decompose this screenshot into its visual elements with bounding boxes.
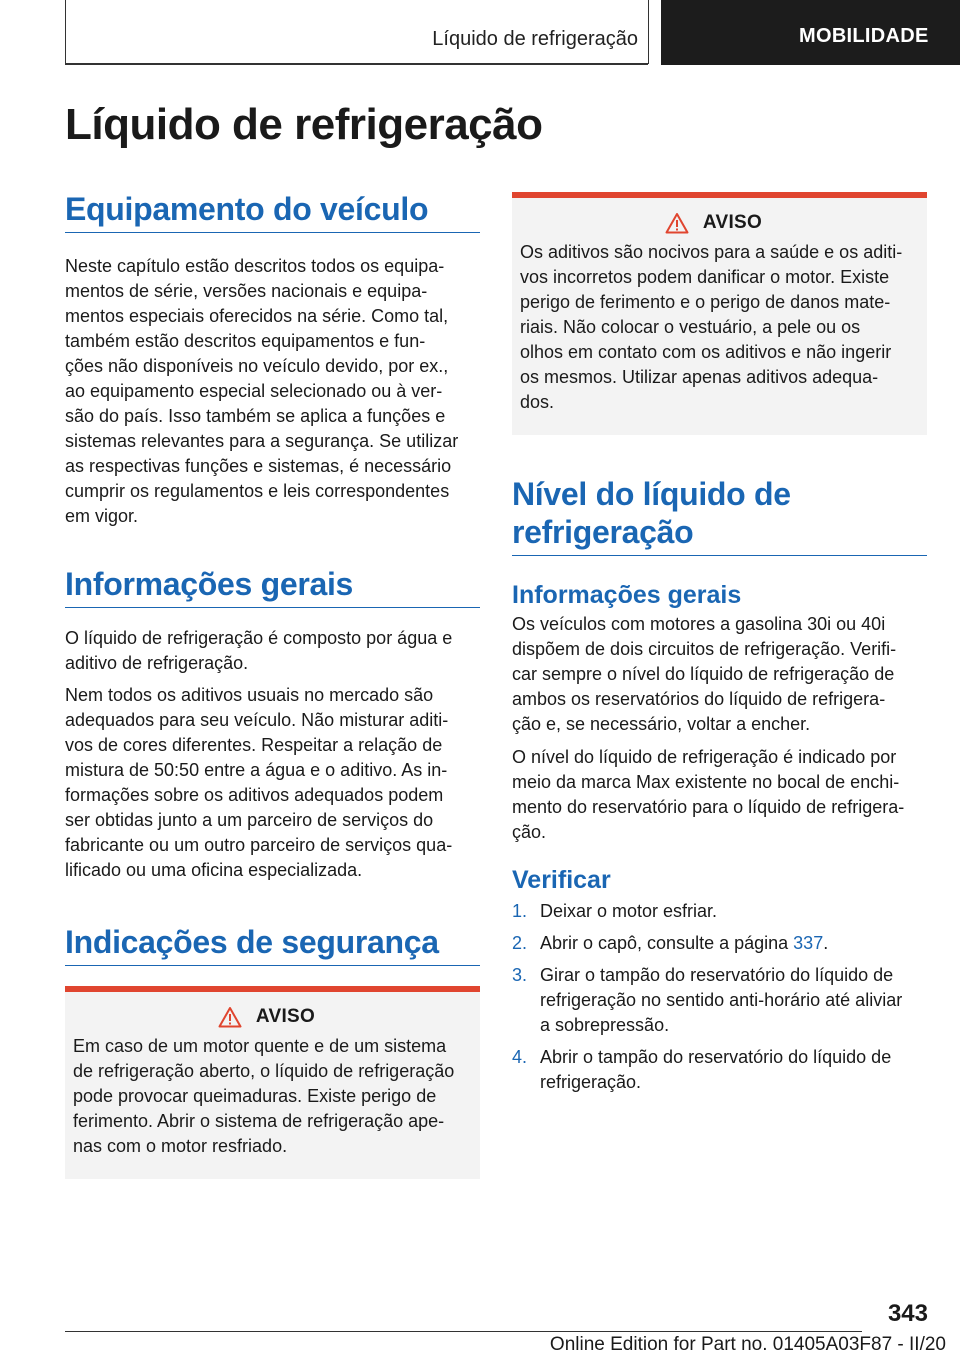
nivel-paragraph-2: O nível do líquido de refrigeração é indicado por meio da marca Max existente no bocal de enchi‐ mento do reservatório para o líquido de refrigera‐ ção.	[512, 747, 905, 842]
nivel-paragraph-1: Os veículos com motores a gasolina 30i ou 40i dispõem de dois circuitos de refrigeração. Verifi‐ car sempre o nível do líquido de refrigeração de ambos os reservatórios do líquido de refrigera‐ ção e, se necessário, voltar a encher.	[512, 614, 897, 734]
step-text: Abrir o capô, consulte a página 337.	[540, 933, 829, 953]
warning-triangle-icon	[218, 1006, 242, 1028]
header-bottom-rule	[65, 63, 648, 65]
page-number: 343	[887, 1300, 928, 1327]
warning-triangle-icon	[665, 212, 689, 234]
page-title: Líquido de refrigeração	[65, 100, 543, 149]
informacoes-paragraph-1: O líquido de refrigeração é composto por água e aditivo de refrigeração.	[65, 628, 453, 673]
subheading-informacoes-gerais: Informações gerais	[512, 581, 742, 609]
step-text: Girar o tampão do reservatório do líquido de refrigeração no sentido anti-horário até aliviar a sobrepressão.	[540, 965, 903, 1035]
step-text: Deixar o motor esfriar.	[540, 901, 718, 921]
step-number: 2.	[512, 933, 528, 953]
warning-text: Os aditivos são nocivos para a saúde e os aditi‐ vos incorretos podem danificar o motor. Existe perigo de ferimento e o perigo de danos mate‐ riais. Não colocar o vestuário, a pele ou os olhos em contato com os aditivos e não ingerir os mesmos. Utilizar apenas aditivos adequa‐ dos.	[520, 242, 903, 412]
warning-text: Em caso de um motor quente e de um sistema de refrigeração aberto, o líquido de refrigeração pode provocar queimaduras. Existe perigo de ferimento. Abrir o sistema de refrigeração ape‐ nas com o motor resfriado.	[73, 1036, 455, 1156]
header-divider	[648, 0, 649, 64]
heading-nivel-liquido: Nível do líquido de refrigeração	[512, 475, 927, 556]
step-item	[512, 899, 927, 924]
warning-label: AVISO	[255, 1006, 316, 1027]
warning-box-left	[65, 986, 480, 1179]
footer-edition: Online Edition for Part no. 01405A03F87 - II/20	[549, 1334, 946, 1355]
step-item	[512, 963, 927, 1038]
verificar-steps	[512, 899, 927, 1095]
step-item	[512, 931, 927, 956]
step-text: Abrir o tampão do reservatório do líquido de refrigeração.	[540, 1047, 892, 1092]
equipamento-paragraph: Neste capítulo estão descritos todos os equipa‐ mentos de série, versões nacionais e equipa‐ mentos especiais oferecidos na série. Como tal, também estão descritos equipamentos e fun‐ ções não disponíveis no veículo devido, por ex., ao equipamento especial selecionado ou à ver‐ são do país. Isso também se aplica a funções e sistemas relevantes para a segurança. Se utilizar as respectivas funções e sistemas, é necessário cumprir os regulamentos e leis correspondentes em vigor.	[65, 256, 459, 526]
header-left-rule	[65, 0, 66, 64]
left-column	[65, 190, 480, 1179]
heading-equipamento: Equipamento do veículo	[65, 190, 480, 233]
warning-header	[73, 1006, 470, 1028]
page-link-337[interactable]: 337	[793, 933, 824, 953]
right-column	[512, 192, 927, 1095]
step-number: 3.	[512, 965, 528, 985]
heading-indicacoes-seguranca: Indicações de segurança	[65, 923, 480, 966]
step-number: 1.	[512, 901, 528, 921]
step-item	[512, 1045, 927, 1095]
step-number: 4.	[512, 1047, 528, 1067]
subheading-verificar: Verificar	[512, 866, 611, 894]
header-section-title: Líquido de refrigeração	[432, 28, 638, 50]
footer-rule	[65, 1331, 862, 1332]
warning-header	[520, 212, 917, 234]
warning-box-right	[512, 192, 927, 435]
warning-label: AVISO	[702, 212, 763, 233]
heading-informacoes-gerais: Informações gerais	[65, 565, 480, 608]
informacoes-paragraph-2: Nem todos os aditivos usuais no mercado são adequados para seu veículo. Não misturar aditi‐ vos de cores diferentes. Respeitar a relação de mistura de 50:50 entre a água e o aditivo. As in‐ formações sobre os aditivos adequados podem ser obtidas junto a um parceiro de serviços do fabricante ou um outro parceiro de serviços qua‐ lificado ou uma oficina especializada.	[65, 685, 453, 880]
header-chapter-tab[interactable]: MOBILIDADE	[661, 0, 960, 65]
